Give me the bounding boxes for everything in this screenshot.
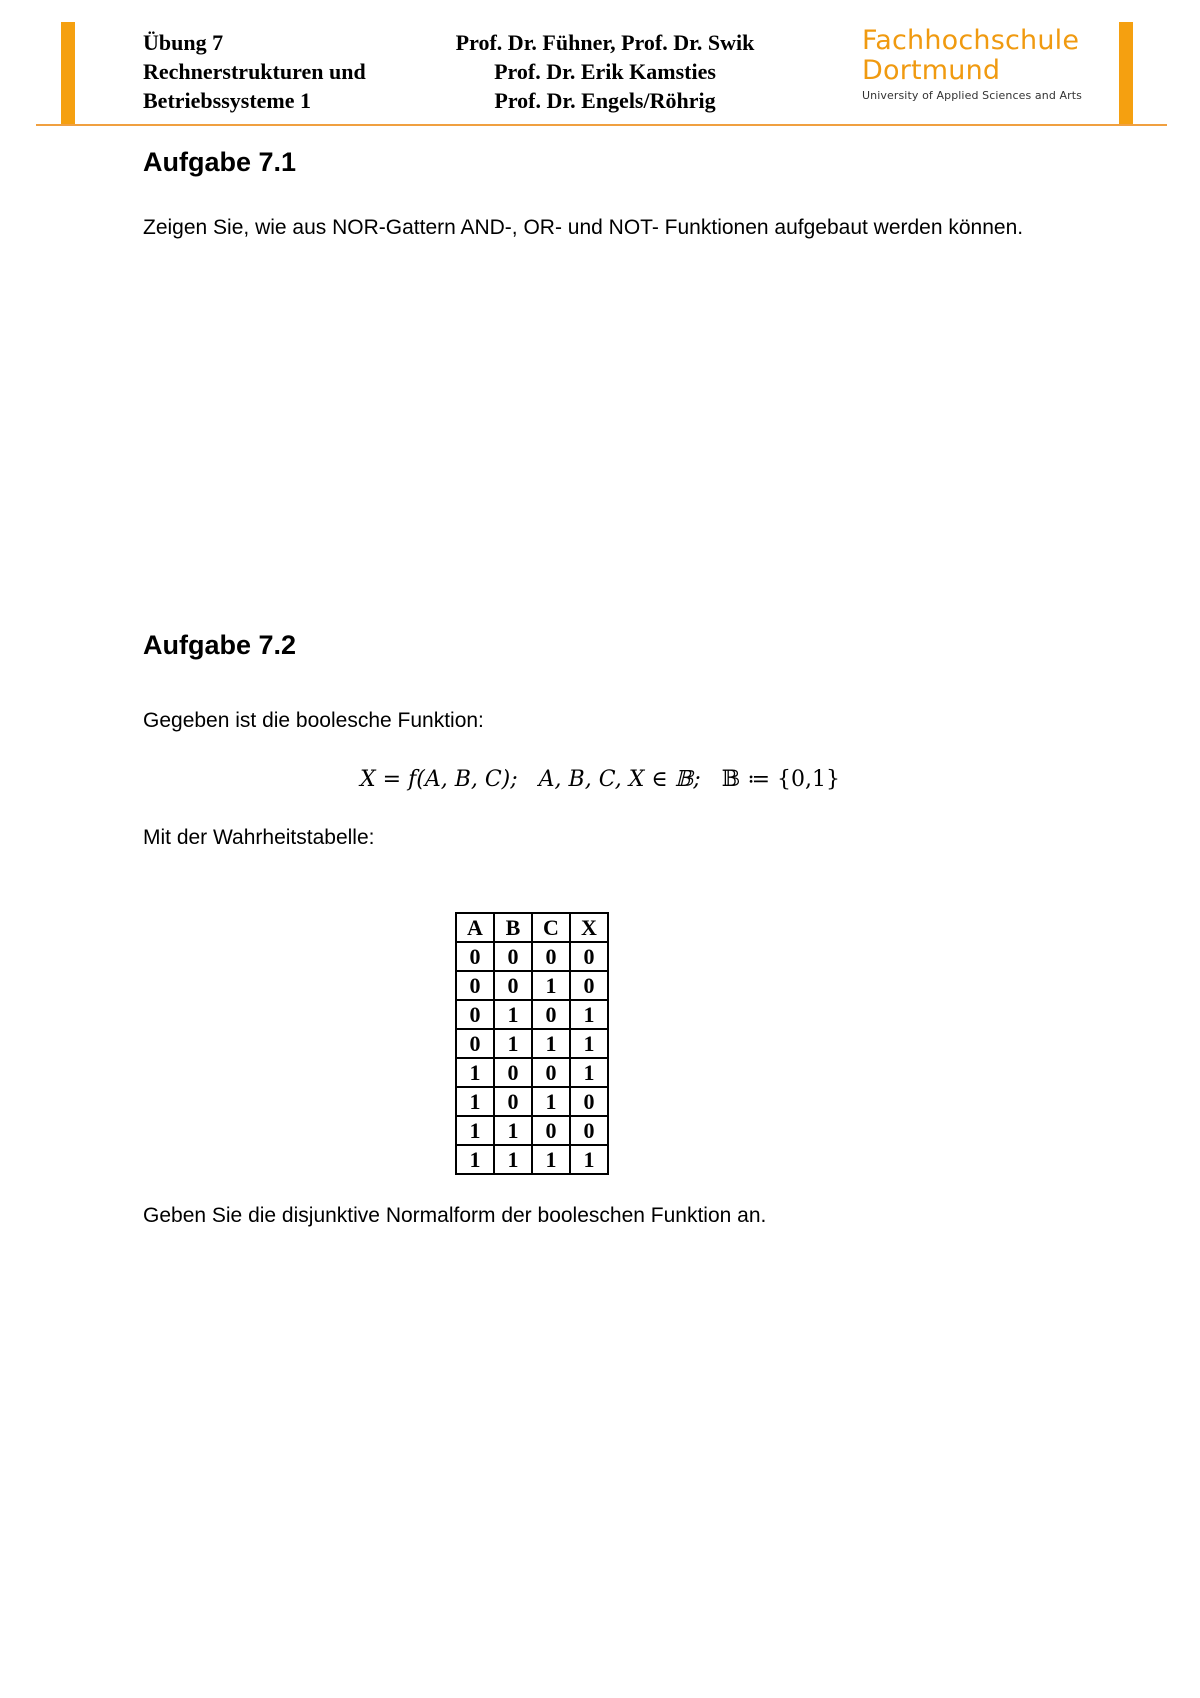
task-1-heading: Aufgabe 7.1	[143, 147, 297, 177]
table-row	[456, 1116, 608, 1145]
task-1-text: Zeigen Sie, wie aus NOR-Gattern AND-, OR- und NOT- Funktionen aufgebaut werden können.	[143, 216, 1024, 239]
table-cell: 1	[570, 1029, 608, 1058]
header-course-line-2: Betriebssysteme 1	[143, 88, 312, 113]
table-cell: 0	[456, 1000, 494, 1029]
truth-table-header-b: B	[494, 913, 532, 942]
header-divider	[36, 124, 1167, 126]
table-cell: 0	[456, 971, 494, 1000]
table-row	[456, 942, 608, 971]
table-cell: 1	[494, 1000, 532, 1029]
table-cell: 1	[456, 1087, 494, 1116]
table-cell: 1	[494, 1029, 532, 1058]
logo-tagline: University of Applied Sciences and Arts	[862, 89, 1082, 102]
table-cell: 0	[532, 1058, 570, 1087]
header-accent-bar-left	[61, 22, 75, 125]
truth-table-header-x: X	[570, 913, 608, 942]
table-cell: 0	[570, 1087, 608, 1116]
table-cell: 0	[570, 971, 608, 1000]
table-cell: 1	[494, 1116, 532, 1145]
truth-table-body	[456, 942, 608, 1174]
table-cell: 0	[570, 1116, 608, 1145]
table-cell: 0	[532, 942, 570, 971]
formula-function-definition: X = f(A, B, C);	[360, 767, 518, 792]
table-row	[456, 1087, 608, 1116]
logo-line-2: Dortmund	[862, 55, 1001, 86]
table-cell: 1	[532, 971, 570, 1000]
table-cell: 0	[532, 1000, 570, 1029]
header-professors-line-2: Prof. Dr. Erik Kamsties	[494, 59, 716, 84]
formula-set-definition: 𝔹 ≔ {0,1}	[721, 767, 840, 792]
task-2-intro: Gegeben ist die boolesche Funktion:	[143, 709, 484, 732]
table-cell: 1	[532, 1087, 570, 1116]
header-professors-line-1: Prof. Dr. Fühner, Prof. Dr. Swik	[455, 30, 755, 55]
table-cell: 1	[570, 1000, 608, 1029]
formula-domain: A, B, C, X ∈ 𝔹;	[538, 767, 701, 792]
table-row	[456, 1000, 608, 1029]
table-row	[456, 971, 608, 1000]
truth-table-intro: Mit der Wahrheitstabelle:	[143, 826, 375, 849]
table-cell: 1	[456, 1116, 494, 1145]
table-cell: 1	[456, 1058, 494, 1087]
university-logo	[862, 26, 1102, 102]
table-cell: 1	[532, 1029, 570, 1058]
truth-table-header-a: A	[456, 913, 494, 942]
table-row	[456, 1145, 608, 1174]
table-cell: 1	[494, 1145, 532, 1174]
header-exercise-number: Übung 7	[143, 30, 224, 55]
task-2-question: Geben Sie die disjunktive Normalform der booleschen Funktion an.	[143, 1204, 767, 1227]
table-cell: 0	[494, 971, 532, 1000]
header-professors-line-3: Prof. Dr. Engels/Röhrig	[494, 88, 716, 113]
table-cell: 1	[570, 1145, 608, 1174]
truth-table	[455, 912, 609, 1175]
table-cell: 0	[456, 1029, 494, 1058]
header-accent-bar-right	[1119, 22, 1133, 125]
table-cell: 0	[494, 942, 532, 971]
table-cell: 1	[456, 1145, 494, 1174]
header-course-info	[143, 28, 443, 115]
logo-line-1: Fachhochschule	[862, 25, 1080, 56]
table-cell: 1	[532, 1145, 570, 1174]
table-cell: 0	[570, 942, 608, 971]
table-cell: 0	[456, 942, 494, 971]
header-professors	[430, 28, 780, 115]
table-row	[456, 1058, 608, 1087]
table-row	[456, 1029, 608, 1058]
boolean-function-formula	[0, 767, 1200, 792]
truth-table-header-row	[456, 913, 608, 942]
table-cell: 0	[494, 1087, 532, 1116]
header-course-line-1: Rechnerstrukturen und	[143, 59, 366, 84]
table-cell: 0	[494, 1058, 532, 1087]
table-cell: 0	[532, 1116, 570, 1145]
table-cell: 1	[570, 1058, 608, 1087]
truth-table-header-c: C	[532, 913, 570, 942]
task-2-heading: Aufgabe 7.2	[143, 630, 297, 660]
